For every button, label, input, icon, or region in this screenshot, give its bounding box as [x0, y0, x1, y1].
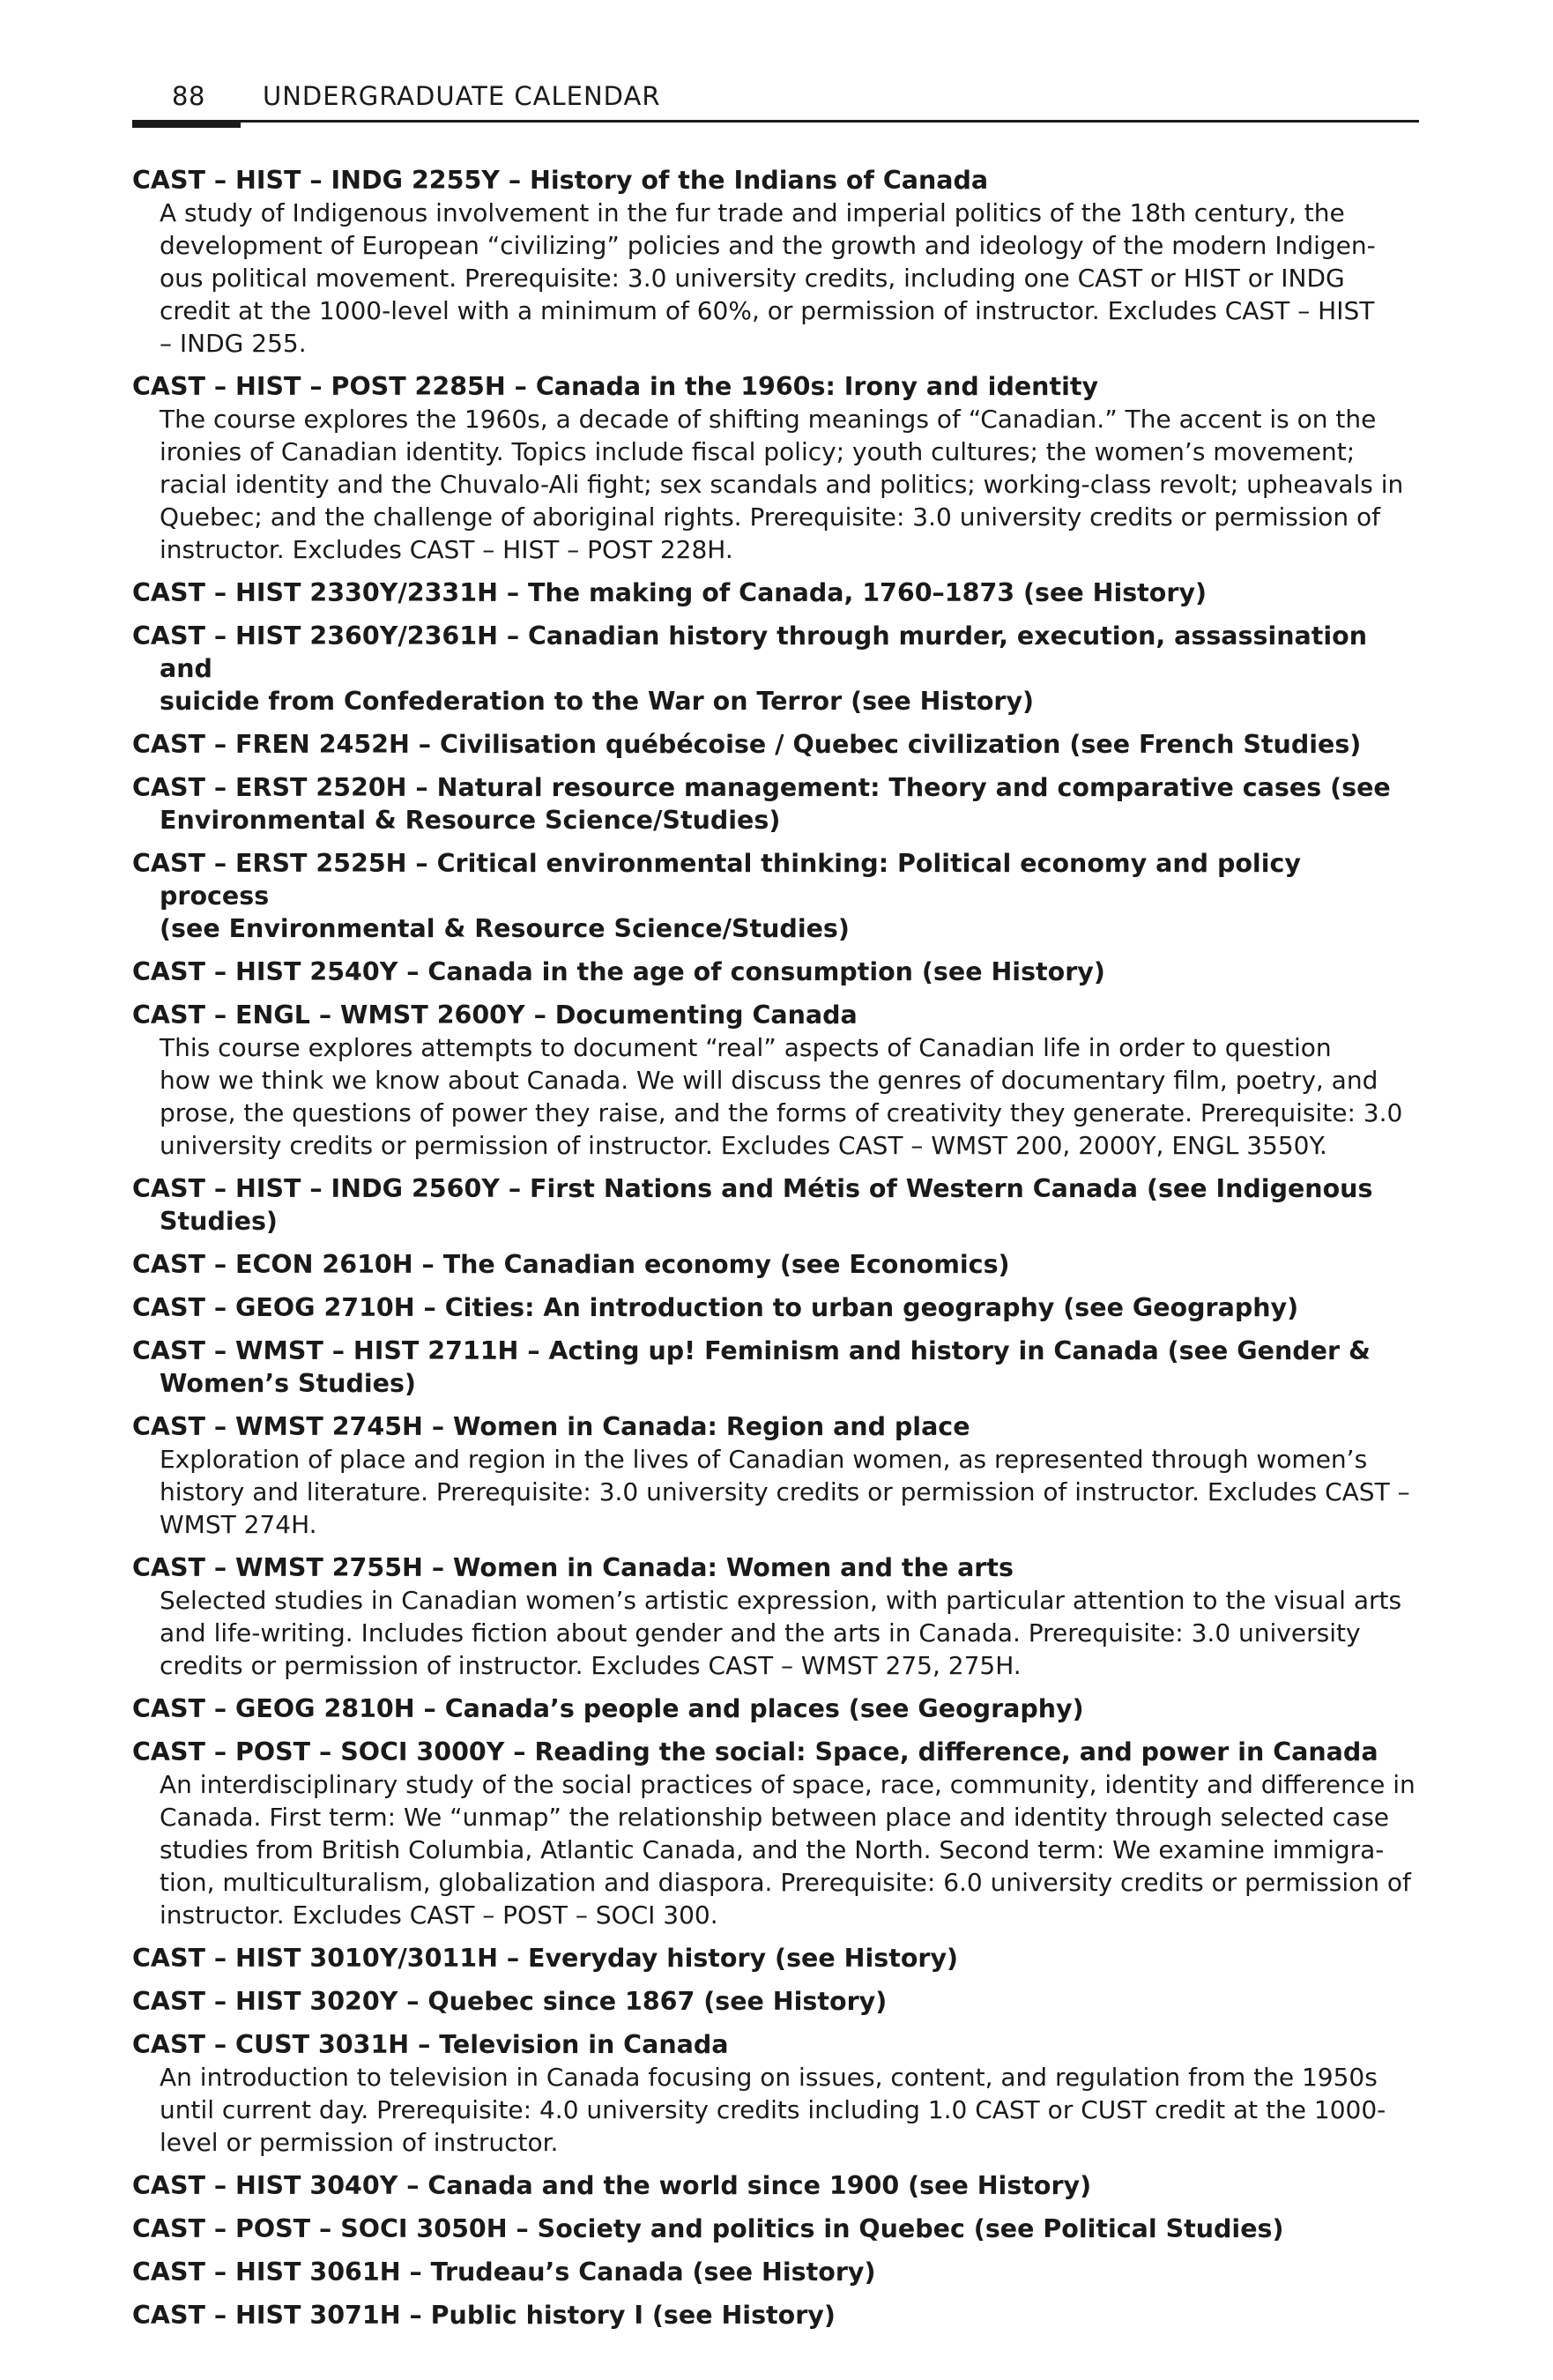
- course-entry: [132, 728, 1419, 761]
- course-title: CAST – FREN 2452H – Civilisation québécoise / Quebec civilization (see French Studies): [132, 730, 1362, 759]
- course-title: CAST – GEOG 2810H – Canada’s people and places (see Geography): [132, 1694, 1084, 1723]
- course-title: CAST – WMST 2755H – Women in Canada: Women and the arts: [132, 1553, 1014, 1582]
- course-entry: [132, 771, 1419, 837]
- course-description: This course explores attempts to document “real” aspects of Canadian life in order to question how we think we know about Canada. We will discuss the genres of documentary film, poetry, and prose, the questions of power they raise, and the forms of creativity they generate. Prerequisite: 3.0 university credits or permission of instructor. Excludes CAST – WMST 200, 2000Y, ENGL 3550Y.: [160, 1033, 1403, 1160]
- course-entry: [132, 2169, 1419, 2202]
- course-entry: [132, 164, 1419, 360]
- course-title: CAST – HIST 3071H – Public history I (see History): [132, 2301, 836, 2330]
- course-title: CAST – HIST 2330Y/2331H – The making of Canada, 1760–1873 (see History): [132, 578, 1207, 607]
- course-entry: [132, 2213, 1419, 2245]
- page-number: 88: [172, 81, 205, 111]
- course-description: An interdisciplinary study of the social practices of space, race, community, identity and difference in Canada. First term: We “unmap” the relationship between place and identity through selected case studies from British Columbia, Atlantic Canada, and the North. Second term: We examine immigra- tion, multiculturalism, globalization and diaspora. Prerequisite: 6.0 university credits or permission of instructor. Excludes CAST – POST – SOCI 300.: [160, 1770, 1416, 1930]
- course-description: An introduction to television in Canada focusing on issues, content, and regulation from the 1950s until current day. Prerequisite: 4.0 university credits including 1.0 CAST or CUST credit at the 1000- level or permission of instructor.: [160, 2063, 1386, 2157]
- calendar-page: [132, 79, 1419, 2330]
- course-list: [132, 164, 1419, 2342]
- course-entry: [132, 999, 1419, 1162]
- course-title: CAST – WMST 2745H – Women in Canada: Region and place: [132, 1412, 970, 1441]
- course-entry: [132, 1692, 1419, 1725]
- course-title: CAST – GEOG 2710H – Cities: An introduction to urban geography (see Geography): [132, 1293, 1299, 1322]
- course-title: CAST – CUST 3031H – Television in Canada: [132, 2030, 729, 2059]
- header-rule-accent: [132, 120, 241, 128]
- course-title: CAST – HIST – POST 2285H – Canada in the 1960s: Irony and identity: [132, 372, 1099, 401]
- course-description: Exploration of place and region in the lives of Canadian women, as represented through women’s history and literature. Prerequisite: 3.0 university credits or permission of instructor. Excludes CAST – WMST 274H.: [160, 1445, 1410, 1539]
- course-title: CAST – POST – SOCI 3000Y – Reading the social: Space, difference, and power in Canada: [132, 1737, 1378, 1766]
- course-title: CAST – ENGL – WMST 2600Y – Documenting Canada: [132, 1000, 858, 1030]
- course-entry: [132, 2299, 1419, 2332]
- course-title: CAST – POST – SOCI 3050H – Society and politics in Quebec (see Political Studies): [132, 2214, 1284, 2243]
- course-title: CAST – ERST 2525H – Critical environmental thinking: Political economy and policy process (see Environmental & Resource Science/Studies): [132, 849, 1301, 943]
- course-title: CAST – ERST 2520H – Natural resource management: Theory and comparative cases (see Environmental & Resource Science/Studies): [132, 773, 1391, 835]
- course-title: CAST – HIST 2540Y – Canada in the age of consumption (see History): [132, 957, 1105, 986]
- course-title: CAST – HIST – INDG 2560Y – First Nations and Métis of Western Canada (see Indigenous Studies): [132, 1174, 1373, 1236]
- course-entry: [132, 847, 1419, 945]
- course-entry: [132, 1335, 1419, 1400]
- course-title: CAST – HIST 3010Y/3011H – Everyday history (see History): [132, 1944, 959, 1973]
- course-entry: [132, 1942, 1419, 1975]
- course-title: CAST – HIST – INDG 2255Y – History of the Indians of Canada: [132, 166, 989, 195]
- course-description: Selected studies in Canadian women’s artistic expression, with particular attention to the visual arts and life-writing. Includes fiction about gender and the arts in Canada. Prerequisite: 3.0 university credits or permission of instructor. Excludes CAST – WMST 275, 275H.: [160, 1586, 1402, 1680]
- course-title: CAST – HIST 3061H – Trudeau’s Canada (see History): [132, 2257, 876, 2287]
- course-entry: [132, 1291, 1419, 1324]
- running-head: UNDERGRADUATE CALENDAR: [263, 81, 661, 111]
- course-entry: [132, 620, 1419, 718]
- page-header: [132, 79, 1419, 122]
- course-entry: [132, 1736, 1419, 1931]
- course-title: CAST – WMST – HIST 2711H – Acting up! Feminism and history in Canada (see Gender & Women’s Studies): [132, 1336, 1371, 1398]
- course-entry: [132, 1410, 1419, 1541]
- course-entry: [132, 2028, 1419, 2159]
- course-description: A study of Indigenous involvement in the fur trade and imperial politics of the 18th century, the development of European “civilizing” policies and the growth and ideology of the modern Indigen- ous political movement. Prerequisite: 3.0 university credits, including one CAST or HIST or INDG credit at the 1000-level with a minimum of 60%, or permission of instructor. Excludes CAST – HIST – INDG 255.: [160, 198, 1376, 358]
- course-title: CAST – HIST 3040Y – Canada and the world since 1900 (see History): [132, 2171, 1092, 2200]
- course-entry: [132, 576, 1419, 609]
- header-rule: [132, 120, 1419, 123]
- course-title: CAST – HIST 3020Y – Quebec since 1867 (see History): [132, 1987, 888, 2016]
- course-entry: [132, 1172, 1419, 1238]
- course-entry: [132, 1248, 1419, 1281]
- course-entry: [132, 1985, 1419, 2018]
- course-title: CAST – ECON 2610H – The Canadian economy (see Economics): [132, 1250, 1010, 1279]
- course-entry: [132, 2256, 1419, 2288]
- course-entry: [132, 370, 1419, 566]
- course-description: The course explores the 1960s, a decade of shifting meanings of “Canadian.” The accent is on the ironies of Canadian identity. Topics include fiscal policy; youth cultures; the women’s movement; racial identity and the Chuvalo-Ali fight; sex scandals and politics; working-class revolt; upheavals in Quebec; and the challenge of aboriginal rights. Prerequisite: 3.0 university credits or permission of instructor. Excludes CAST – HIST – POST 228H.: [160, 405, 1404, 564]
- course-entry: [132, 1551, 1419, 1682]
- course-entry: [132, 956, 1419, 988]
- course-title: CAST – HIST 2360Y/2361H – Canadian history through murder, execution, assassination and suicide from Confederation to the War on Terror (see History): [132, 621, 1368, 716]
